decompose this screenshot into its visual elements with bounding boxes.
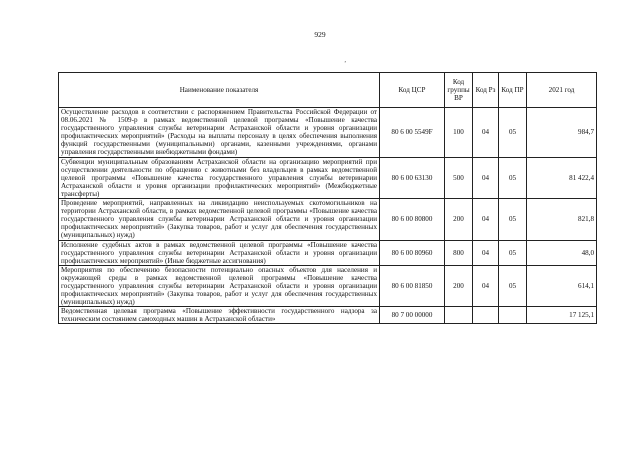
row-name: Осуществление расходов в соответствии с распоряжением Правительства Российской Федерации от 08.06.2021 № 1509-р в рамках ведомственной целевой программы «Повышение качества государственного управления службы ветеринарии Астраханской области и уровня организации профилактических мероприятий» (Расходы на выплаты персоналу в целях обеспечения выполнения функций государственными (муниципальными) органами, казенными учреждениями, органами управления государственными внебюджетными фондами) xyxy=(59,108,380,158)
row-amount: 48,0 xyxy=(527,240,597,265)
header-name: Наименование показателя xyxy=(59,73,380,108)
page-number: 929 xyxy=(314,30,326,39)
row-pr: 05 xyxy=(499,199,527,240)
row-rz: 04 xyxy=(473,199,499,240)
row-amount: 81 422,4 xyxy=(527,157,597,198)
row-vr: 500 xyxy=(445,157,473,198)
row-name: Исполнение судебных актов в рамках ведомственной целевой программы «Повышение качества государственного управления службы ветеринарии Астраханской области и уровня организации профилактических мероприятий» (Иные бюджетные ассигнования) xyxy=(59,240,380,265)
table-row xyxy=(59,265,597,306)
header-rz: Код Рз xyxy=(473,73,499,108)
row-pr: 05 xyxy=(499,265,527,306)
row-rz xyxy=(473,307,499,324)
row-vr: 100 xyxy=(445,108,473,158)
row-csr: 80 6 00 80800 xyxy=(380,199,445,240)
row-pr: 05 xyxy=(499,157,527,198)
budget-table xyxy=(58,72,597,324)
header-csr: Код ЦСР xyxy=(380,73,445,108)
row-vr: 200 xyxy=(445,265,473,306)
table-row xyxy=(59,307,597,324)
row-pr: 05 xyxy=(499,240,527,265)
row-name: Субвенции муниципальным образованиям Астраханской области на организацию мероприятий при осуществлении деятельности по обращению с животными без владельцев в рамках ведомственной целевой программы «Повышение качества государственного управления службы ветеринарии Астраханской области и уровня организации профилактических мероприятий» (Межбюджетные трансферты) xyxy=(59,157,380,198)
row-vr: 200 xyxy=(445,199,473,240)
table-header-row xyxy=(59,73,597,108)
row-amount: 614,1 xyxy=(527,265,597,306)
table-row xyxy=(59,240,597,265)
row-name: Ведомственная целевая программа «Повышение эффективности государственного надзора за техническим состоянием самоходных машин в Астраханской области» xyxy=(59,307,380,324)
row-rz: 04 xyxy=(473,265,499,306)
header-vr: Код группы ВР xyxy=(445,73,473,108)
row-csr: 80 7 00 00000 xyxy=(380,307,445,324)
header-pr: Код ПР xyxy=(499,73,527,108)
row-rz: 04 xyxy=(473,108,499,158)
row-pr xyxy=(499,307,527,324)
table-row xyxy=(59,108,597,158)
row-name: Мероприятия по обеспечению безопасности потенциально опасных объектов для населения и окружающей среды в рамках ведомственной целевой программы «Повышение качества государственного управления службы ветеринарии Астраханской области и уровня организации профилактических мероприятий» (Закупка товаров, работ и услуг для обеспечения государственных (муниципальных) нужд) xyxy=(59,265,380,306)
row-vr xyxy=(445,307,473,324)
row-rz: 04 xyxy=(473,240,499,265)
row-amount: 821,8 xyxy=(527,199,597,240)
row-csr: 80 6 00 5549F xyxy=(380,108,445,158)
row-name: Проведение мероприятий, направленных на ликвидацию неиспользуемых скотомогильников на территории Астраханской области, в рамках ведомственной целевой программы «Повышение качества государственного управления службы ветеринарии Астраханской области и уровня организации профилактических мероприятий» (Закупка товаров, работ и услуг для обеспечения государственных (муниципальных) нужд) xyxy=(59,199,380,240)
row-vr: 800 xyxy=(445,240,473,265)
scan-speck: ʼ xyxy=(344,60,347,68)
table-row xyxy=(59,157,597,198)
row-rz: 04 xyxy=(473,157,499,198)
header-year: 2021 год xyxy=(527,73,597,108)
row-amount: 984,7 xyxy=(527,108,597,158)
row-csr: 80 6 00 81850 xyxy=(380,265,445,306)
row-pr: 05 xyxy=(499,108,527,158)
row-csr: 80 6 00 80960 xyxy=(380,240,445,265)
row-amount: 17 125,1 xyxy=(527,307,597,324)
table-row xyxy=(59,199,597,240)
row-csr: 80 6 00 63130 xyxy=(380,157,445,198)
